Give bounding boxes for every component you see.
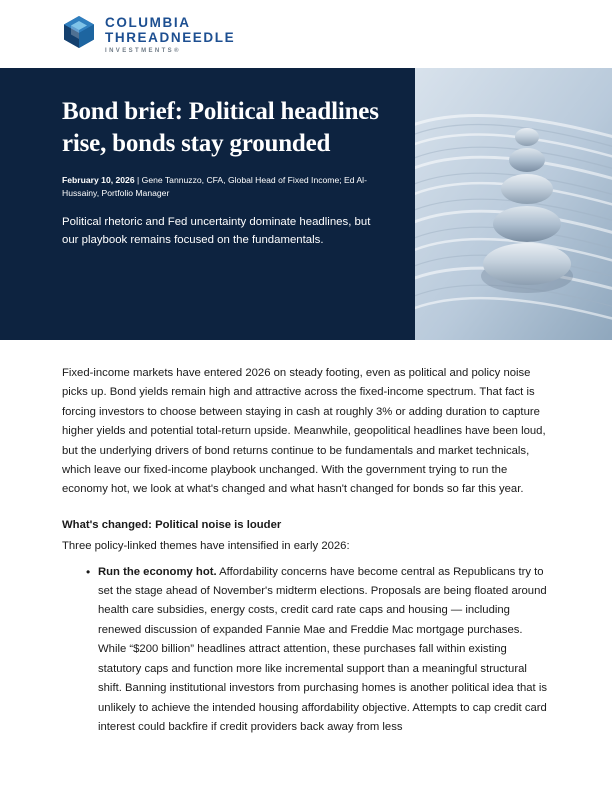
hero-summary: Political rhetoric and Fed uncertainty dominate headlines, but our playbook remains focused on the fundamentals.	[62, 216, 371, 246]
publish-date: February 10, 2026	[62, 175, 135, 185]
section-heading: What's changed: Political noise is louder	[62, 518, 282, 531]
page-title: Bond brief: Political headlines rise, bonds stay grounded	[62, 98, 379, 157]
columbia-threadneedle-cube-logo-icon	[62, 15, 96, 49]
brand-wordmark	[105, 14, 235, 56]
bullet-list	[62, 563, 550, 738]
bullet-lead-label: Run the economy hot.	[98, 565, 217, 578]
brand-line-1: COLUMBIA	[105, 15, 191, 30]
list-item	[86, 563, 550, 738]
brand-line-2: THREADNEEDLE	[105, 30, 236, 45]
bullet-body-text: Affordability concerns have become central as Republicans try to set the stage ahead of November's midterm elections. Proposals are being floated around health care subsidies, energy costs, credit card rate caps and housing — including renewed discussion of expanded Fannie Mae and Freddie Mac mortgage purchases. While “$200 billion” headlines attract attention, these purchases fall within existing statutory caps and function more like incremental support than a meaningful structural shift. Banning institutional investors from purchasing homes is another political idea that is unlikely to achieve the intended housing affordability objective. Attempts to cap credit card interest could backfire if credit providers back away from less	[98, 565, 547, 733]
brand-line-3: INVESTMENTS®	[105, 48, 181, 54]
author-list: | Gene Tannuzzo, CFA, Global Head of Fixed Income; Ed Al-Hussainy, Portfolio Manager	[62, 175, 367, 198]
hero-image	[415, 68, 612, 340]
hero-banner	[0, 68, 612, 340]
byline	[62, 174, 389, 199]
hero-text-block	[0, 68, 415, 340]
intro-paragraph: Fixed-income markets have entered 2026 on steady footing, even as political and policy noise picks up. Bond yields remain high and attractive across the fixed-income spectrum. That fact is forcing investors to choose between staying in cash at roughly 3% or adding duration to capture higher yields and potential total-return upside. Meanwhile, geopolitical headlines have been loud, but the underlying drivers of bond returns continue to be fundamentals and market technicals, which leave our fixed-income playbook unchanged. With the government trying to run the economy hot, we look at what's changed and what hasn't changed for bonds so far this year.	[62, 367, 546, 496]
section-lead-in: Three policy-linked themes have intensified in early 2026:	[62, 540, 350, 553]
brand-header	[0, 0, 612, 68]
article-body	[0, 340, 612, 737]
stacked-stones-illustration	[415, 68, 612, 340]
